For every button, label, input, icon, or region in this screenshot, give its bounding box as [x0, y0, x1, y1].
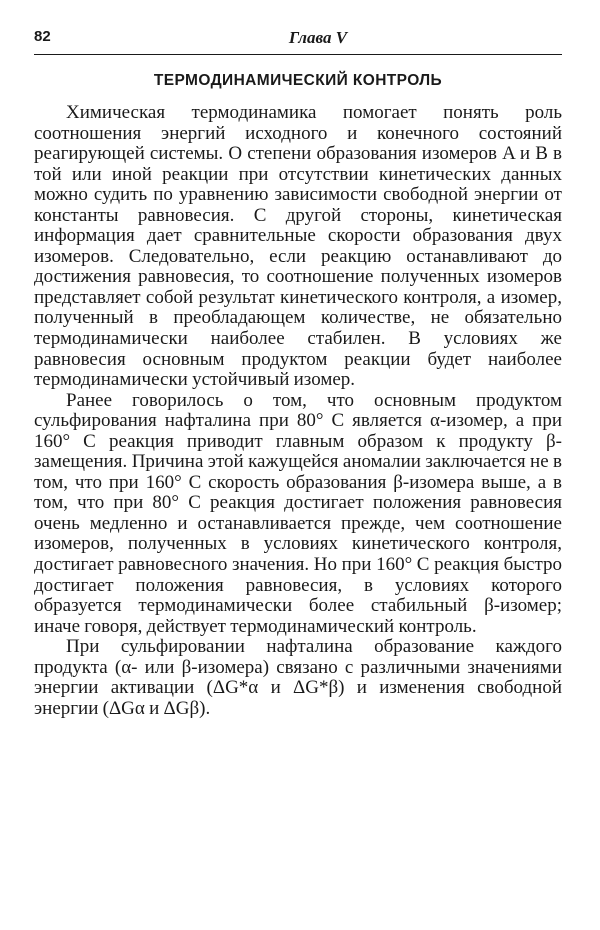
paragraph: Ранее говорилось о том, что основным продуктом сульфирования нафталина при 80° С является α-изомер, а при 160° С реакция приводит главным образом к продукту β-замещения. Причина этой кажущейся аномалии заключается не в том, что при 160° С скорость образования β-изомера выше, а в том, что при 80° С реакция достигает положения равновесия очень медленно и останавливается прежде, чем соотношение изомеров, полученных в условиях кинетического контроля, достигает равновесного значения. Но при 160° С реакция быстро достигает положения равновесия, в условиях которого образуется термодинамически более стабильный β-изомер; иначе говоря, действует термодинамический контроль. [34, 389, 562, 637]
section-title: ТЕРМОДИНАМИЧЕСКИЙ КОНТРОЛЬ [153, 72, 443, 89]
paragraph: При сульфировании нафталина образование каждого продукта (α- или β-изомера) связано с различными значениями энергии активации (ΔG*α и ΔG*β) и изменения свободной энергии (ΔGα и ΔGβ). [34, 636, 562, 719]
page-number: 82 [34, 28, 51, 45]
body-text [34, 103, 562, 719]
chapter-title: Глава V [288, 28, 348, 47]
running-header [34, 28, 562, 55]
paragraph: Химическая термодинамика помогает понять роль соотношения энергий исходного и конечного состояний реагирующей системы. О степени образования изомеров A и B в той или иной реакции при отсутствии кинетических данных можно судить по уравнению зависимости свободной энергии от константы равновесия. С другой стороны, кинетическая информация дает сравнительные скорости образования двух изомеров. Следовательно, если реакцию останавливают до достижения равновесия, то соотношение полученных изомеров представляет собой результат кинетического контроля, а изомер, полученный в преобладающем количестве, не обязательно термодинамически наиболее стабилен. В условиях же равновесия основным продуктом реакции будет наиболее термодинамически устойчивый изомер. [34, 102, 562, 391]
